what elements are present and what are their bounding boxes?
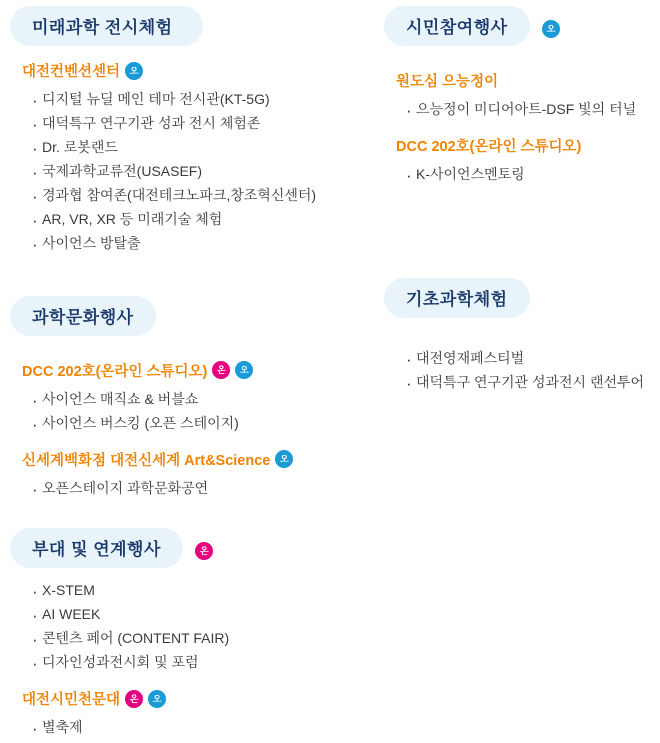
section-science-culture <box>0 290 368 500</box>
venue-title <box>22 360 368 381</box>
section-title: 시민참여행사 <box>406 18 508 37</box>
offline-badge-icon: 오 <box>542 20 560 38</box>
venue-title <box>396 70 660 91</box>
offline-badge-icon: 오 <box>125 62 143 80</box>
venue-name: 원도심 으능정이 <box>396 74 499 90</box>
spacer <box>0 260 368 290</box>
venue-item-list <box>404 346 660 394</box>
section-basic-science <box>374 272 660 394</box>
list-item: · 디자인성과전시회 및 포럼 <box>30 650 368 674</box>
section-header-pill <box>384 278 530 318</box>
list-item: · 국제과학교류전(USASEF) <box>30 159 368 183</box>
venue-item-list <box>404 97 660 121</box>
section-future-science <box>0 0 368 256</box>
venue-title <box>22 449 368 470</box>
list-item: · K-사이언스멘토링 <box>404 162 660 186</box>
section-header-pill <box>10 296 156 336</box>
spacer <box>0 504 368 522</box>
section-header-pill <box>10 6 203 46</box>
list-item: · 대덕특구 연구기관 성과 전시 체험존 <box>30 111 368 135</box>
venue-item-list <box>30 578 368 674</box>
section-title: 미래과학 전시체험 <box>32 18 173 37</box>
venue-name: 대전시민천문대 <box>22 692 121 709</box>
venue-name: 신세계백화점 대전신세계 Art&Science <box>22 452 271 469</box>
list-item: · 경과협 참여존(대전테크노파크,창조혁신센터) <box>30 183 368 207</box>
venue-title <box>22 60 368 81</box>
venue-item-list <box>30 715 368 739</box>
online-badge-icon: 온 <box>125 690 143 708</box>
section-title: 부대 및 연계행사 <box>32 539 161 559</box>
right-column <box>368 0 660 743</box>
section-side-events <box>0 522 368 739</box>
list-item: · 별축제 <box>30 715 368 739</box>
section-title: 기초과학체험 <box>406 290 508 310</box>
section-header-pill <box>10 528 183 568</box>
venue-title <box>396 135 660 156</box>
list-item: · 사이언스 버스킹 (오픈 스테이지) <box>30 411 368 435</box>
venue-item-list <box>30 476 368 500</box>
list-item: · AR, VR, XR 등 미래기술 체험 <box>30 207 368 231</box>
list-item: · X-STEM <box>30 578 368 602</box>
list-item: · 사이언스 방탈출 <box>30 231 368 255</box>
list-item: · 으능정이 미디어아트-DSF 빛의 터널 <box>404 97 660 121</box>
section-citizen-participation <box>374 0 660 186</box>
list-item: · 사이언스 매직쇼 & 버블쇼 <box>30 387 368 411</box>
venue-name: 대전컨벤션센터 <box>22 64 121 80</box>
spacer <box>368 190 660 272</box>
list-item: · 오픈스테이지 과학문화공연 <box>30 476 368 500</box>
venue-name: DCC 202호(온라인 스튜디오) <box>22 363 208 380</box>
list-item: · AI WEEK <box>30 602 368 626</box>
venue-item-list <box>30 387 368 435</box>
offline-badge-icon: 오 <box>148 690 166 708</box>
section-header-pill <box>384 6 530 46</box>
offline-badge-icon: 오 <box>235 361 253 379</box>
list-item: · Dr. 로봇랜드 <box>30 135 368 159</box>
offline-badge-icon: 오 <box>275 450 293 468</box>
list-item: · 대전영재페스티벌 <box>404 346 660 370</box>
online-badge-icon: 온 <box>195 542 213 560</box>
list-item: · 대덕특구 연구기관 성과전시 랜선투어 <box>404 370 660 394</box>
venue-name: DCC 202호(온라인 스튜디오) <box>396 139 582 156</box>
list-item: · 디지털 뉴딜 메인 테마 전시관(KT-5G) <box>30 87 368 111</box>
venue-title <box>22 688 368 709</box>
list-item: · 콘텐츠 페어 (CONTENT FAIR) <box>30 626 368 650</box>
section-title: 과학문화행사 <box>32 307 134 327</box>
venue-item-list <box>404 162 660 186</box>
venue-item-list <box>30 87 368 256</box>
online-badge-icon: 온 <box>212 361 230 379</box>
